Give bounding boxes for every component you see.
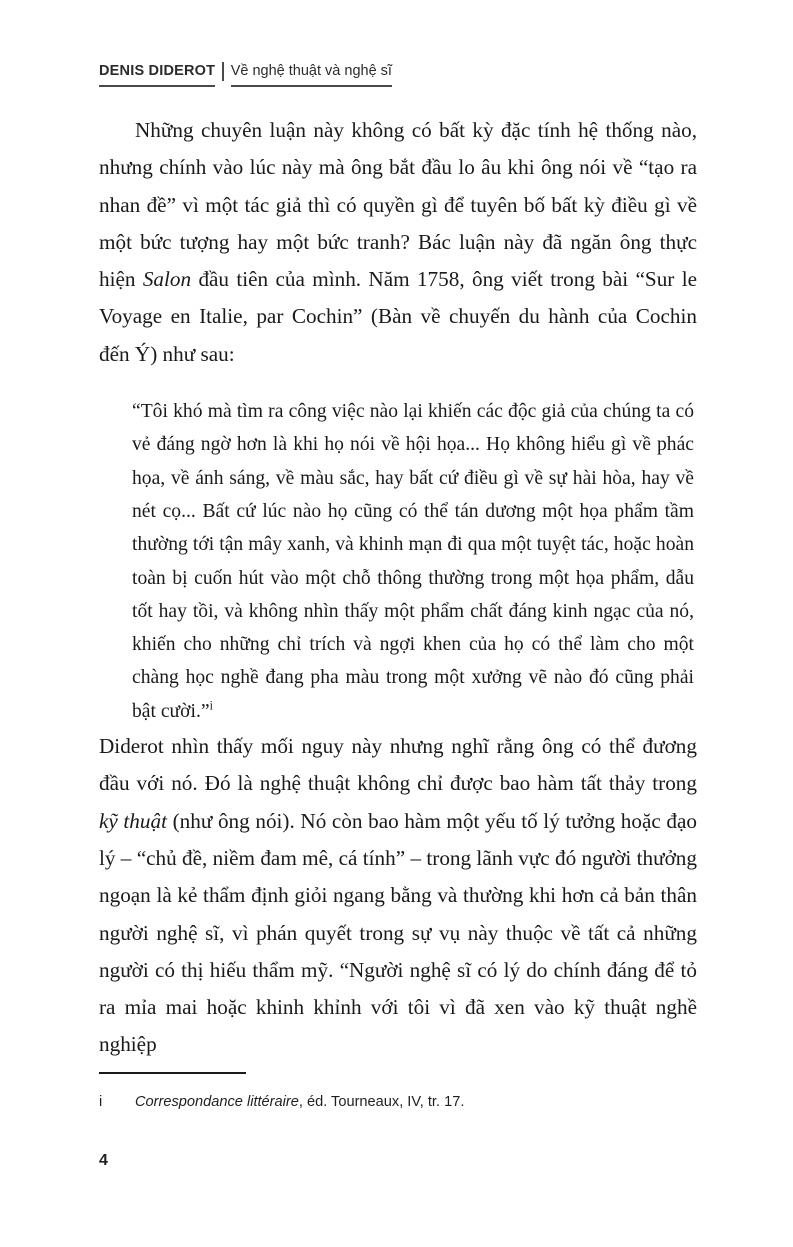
paragraph-2-text-part-2: (như ông nói). Nó còn bao hàm một yếu tố lý tưởng hoặc đạo lý – “chủ đề, niềm đam mê, cá tính” – trong lãnh vực đó người thưởng ngoạn là kẻ thẩm định giỏi ngang bằng và thường khi hơn cả bản thân người nghệ sĩ, vì phán quyết trong sự vụ này thuộc về tất cả những người có thị hiếu thẩm mỹ. “Người nghệ sĩ có lý do chính đáng để tỏ ra mỉa mai hoặc khinh khỉnh với tôi vì đã xen vào kỹ thuật nghề nghiệp — [99, 808, 697, 1057]
running-head-author: DENIS DIDEROT — [99, 62, 215, 87]
block-quotation-text: “Tôi khó mà tìm ra công việc nào lại khiến các độc giả của chúng ta có vẻ đáng ngờ hơn là khi họ nói về hội họa... Họ không hiểu gì về phác họa, về ánh sáng, về màu sắc, hay bất cứ điều gì về sự hài hòa, hay về nét cọ... Bất cứ lúc nào họ cũng có thể tán dương một họa phẩm tầm thường tới tận mây xanh, và khinh mạn đi qua một tuyệt tác, hoặc hoàn toàn bị cuốn hút vào một chỗ thông thường trong một họa phẩm, dẫu tốt hay tồi, và không nhìn thấy một phẩm chất đáng kinh ngạc của nó, khiến cho những chỉ trích và ngợi khen của họ có thể làm cho một chàng học nghề đang pha màu trong một xưởng vẽ nào đó cũng phải bật cười.” — [132, 401, 694, 722]
footnote-citation-rest: , éd. Tourneaux, IV, tr. 17. — [298, 1094, 465, 1110]
paragraph-1-italic-salon: Salon — [142, 267, 192, 292]
running-head — [99, 62, 699, 87]
footnote-item — [99, 1092, 699, 1112]
footnote-reference-i[interactable]: i — [209, 698, 213, 713]
paragraph-1-text-part-1: Những chuyên luận này không có bất kỳ đặc tính hệ thống nào, nhưng chính vào lúc này mà ông bắt đầu lo âu khi ông nói về “tạo ra nhan đề” vì một tác giả thì có quyền gì để tuyên bố bất kỳ điều gì về một bức tượng hay một bức tranh? Bác luận này đã ngăn ông thực hiện — [99, 118, 697, 292]
block-quotation — [132, 395, 694, 728]
footnote-marker: i — [99, 1094, 103, 1110]
block-quotation-paragraph — [132, 395, 694, 728]
running-head-title: Về nghệ thuật và nghệ sĩ — [231, 62, 392, 87]
running-head-separator-bar — [222, 62, 224, 81]
footnote-title-italic: Correspondance littéraire — [135, 1094, 299, 1110]
paragraph-1-text-part-2: đầu tiên của mình. Năm 1758, ông viết trong bài “Sur le Voyage en Italie, par Cochin” (Bàn về chuyến du hành của Cochin đến Ý) như sau: — [99, 267, 697, 366]
footnote-area — [99, 1072, 699, 1112]
paragraph-1 — [99, 112, 697, 373]
paragraph-2-italic-ky-thuat: kỹ thuật — [99, 808, 167, 833]
paragraph-2 — [99, 728, 697, 1064]
footnote-separator-rule — [99, 1072, 246, 1074]
text-column — [99, 112, 697, 1064]
footnote-text — [135, 1092, 464, 1112]
paragraph-2-text-part-1: Diderot nhìn thấy mối nguy này nhưng nghĩ rằng ông có thể đương đầu với nó. Đó là nghệ thuật không chỉ được bao hàm tất thảy trong — [99, 734, 697, 796]
page-number: 4 — [99, 1152, 108, 1169]
